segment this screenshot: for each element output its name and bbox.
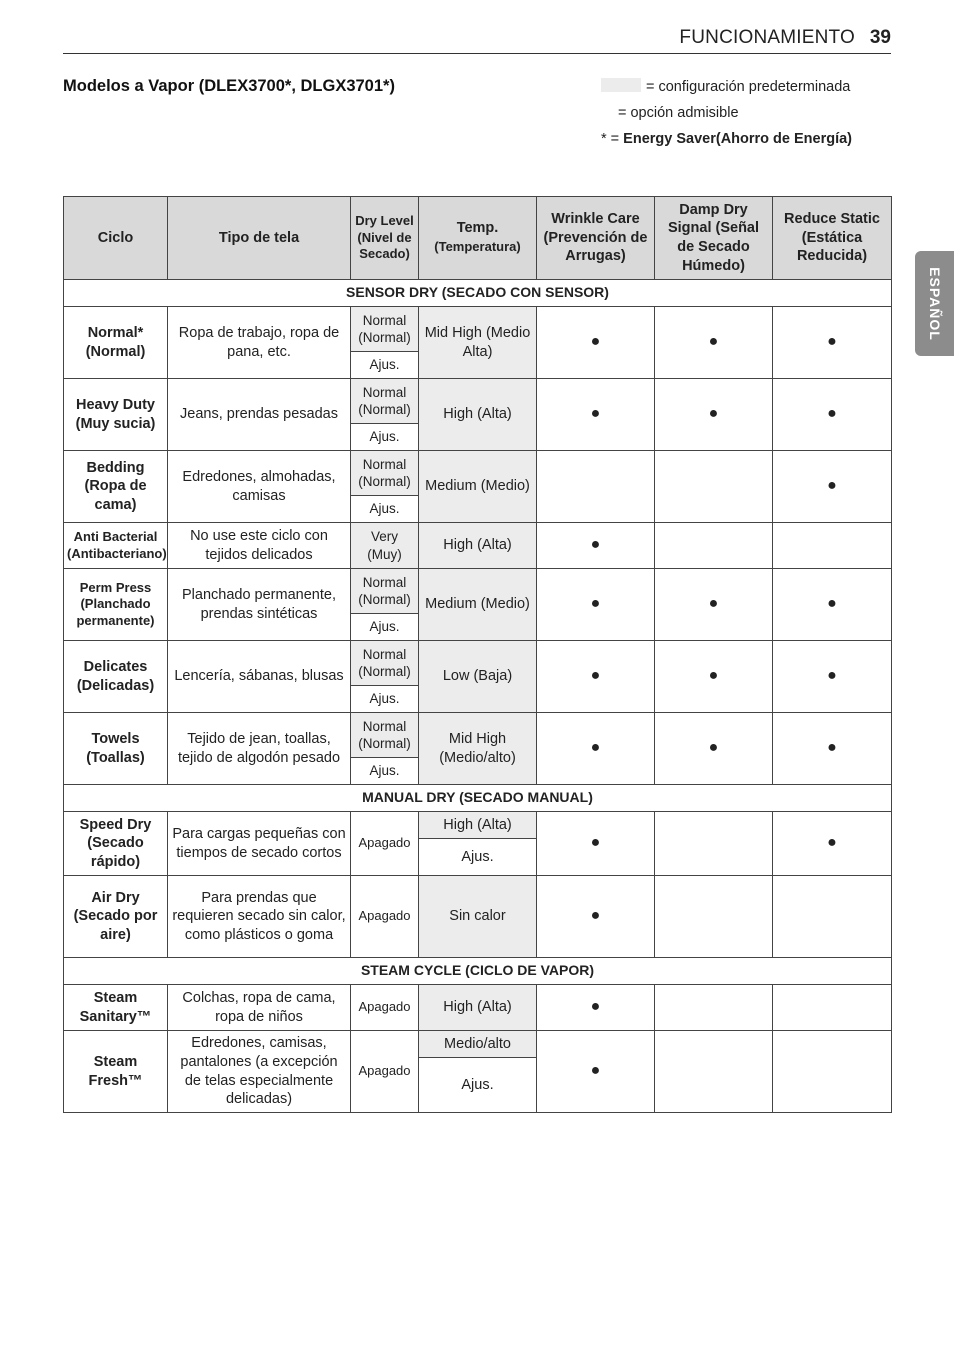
- language-tab: [915, 251, 954, 356]
- static-empty: [773, 1031, 892, 1113]
- col-temp-sub: (Temperatura): [434, 239, 521, 254]
- damp-mark: ●: [655, 713, 773, 785]
- damp-empty: [655, 876, 773, 958]
- damp-mark: ●: [655, 379, 773, 451]
- table-row: [64, 1031, 892, 1058]
- section-title: Modelos a Vapor (DLEX3700*, DLGX3701*): [63, 77, 395, 95]
- table-header-row: [64, 197, 892, 280]
- fabric-type: Para cargas pequeñas con tiempos de secado cortos: [168, 812, 351, 876]
- page-header: [63, 24, 891, 54]
- cycle-name: Towels (Toallas): [64, 713, 168, 785]
- fabric-type: Para prendas que requieren secado sin calor, como plásticos o goma: [168, 876, 351, 958]
- table-row: [64, 812, 892, 839]
- static-mark: ●: [773, 569, 892, 641]
- wrinkle-mark: ●: [537, 1031, 655, 1113]
- wrinkle-mark: ●: [537, 307, 655, 379]
- wrinkle-empty: [537, 451, 655, 523]
- fabric-type: Lencería, sábanas, blusas: [168, 641, 351, 713]
- dry-level-value: Apagado: [351, 876, 419, 958]
- table-row: [64, 523, 892, 569]
- wrinkle-mark: ●: [537, 985, 655, 1031]
- section-manual: MANUAL DRY (SECADO MANUAL): [64, 785, 892, 812]
- wrinkle-mark: ●: [537, 569, 655, 641]
- dry-level-default: Normal (Normal): [351, 713, 419, 758]
- dry-level-default: Normal (Normal): [351, 641, 419, 686]
- static-mark: ●: [773, 812, 892, 876]
- table-row: [64, 876, 892, 958]
- cycle-name: Normal* (Normal): [64, 307, 168, 379]
- dry-level-value: Apagado: [351, 985, 419, 1031]
- legend-allowed: [618, 105, 739, 121]
- cycle-name: Steam Fresh™: [64, 1031, 168, 1113]
- fabric-type: Ropa de trabajo, ropa de pana, etc.: [168, 307, 351, 379]
- wrinkle-mark: ●: [537, 641, 655, 713]
- damp-empty: [655, 451, 773, 523]
- col-damp: Damp Dry Signal (Señal de Secado Húmedo): [655, 197, 773, 280]
- damp-empty: [655, 812, 773, 876]
- temp-value: High (Alta): [419, 985, 537, 1031]
- cycle-name: Bedding (Ropa de cama): [64, 451, 168, 523]
- damp-mark: ●: [655, 307, 773, 379]
- col-temp-label: Temp.: [456, 220, 499, 237]
- dry-level-default: Normal (Normal): [351, 569, 419, 614]
- static-mark: ●: [773, 451, 892, 523]
- dry-level-value: Apagado: [351, 812, 419, 876]
- cycle-name: Steam Sanitary™: [64, 985, 168, 1031]
- dry-level-default: Normal (Normal): [351, 451, 419, 496]
- col-dry-level-label: Dry Level: [355, 213, 414, 229]
- damp-empty: [655, 1031, 773, 1113]
- fabric-type: Jeans, prendas pesadas: [168, 379, 351, 451]
- dry-level-adjust: Ajus.: [351, 614, 419, 641]
- dry-level-adjust: Ajus.: [351, 758, 419, 785]
- damp-mark: ●: [655, 641, 773, 713]
- cycle-name: Anti Bacterial (Antibacteriano): [64, 523, 168, 569]
- temp-value: Mid High (Medio/alto): [419, 713, 537, 785]
- cycle-name: Delicates (Delicadas): [64, 641, 168, 713]
- wrinkle-mark: ●: [537, 379, 655, 451]
- fabric-type: Planchado permanente, prendas sintéticas: [168, 569, 351, 641]
- dry-level-value: Apagado: [351, 1031, 419, 1113]
- temp-default: Medio/alto: [419, 1031, 537, 1058]
- fabric-type: Edredones, camisas, pantalones (a excepción de telas especialmente delicadas): [168, 1031, 351, 1113]
- legend-default: [601, 78, 850, 95]
- table-row: [64, 569, 892, 614]
- temp-default: High (Alta): [419, 812, 537, 839]
- table-row: [64, 379, 892, 424]
- default-swatch: [601, 78, 641, 92]
- temp-value: Medium (Medio): [419, 569, 537, 641]
- temp-value: Mid High (Medio Alta): [419, 307, 537, 379]
- temp-value: Sin calor: [419, 876, 537, 958]
- col-static: Reduce Static (Estática Reducida): [773, 197, 892, 280]
- cycle-name: Heavy Duty (Muy sucia): [64, 379, 168, 451]
- dry-level-adjust: Ajus.: [351, 496, 419, 523]
- col-dry-level: [351, 197, 419, 280]
- temp-value: High (Alta): [419, 523, 537, 569]
- section-row: [64, 785, 892, 812]
- static-mark: ●: [773, 713, 892, 785]
- wrinkle-mark: ●: [537, 812, 655, 876]
- wrinkle-mark: ●: [537, 876, 655, 958]
- section-steam: STEAM CYCLE (CICLO DE VAPOR): [64, 958, 892, 985]
- static-empty: [773, 876, 892, 958]
- cycle-table: [63, 196, 892, 1113]
- damp-empty: [655, 985, 773, 1031]
- dry-level-adjust: Ajus.: [351, 352, 419, 379]
- table-row: [64, 713, 892, 758]
- col-dry-level-sub: (Nivel de Secado): [357, 229, 412, 262]
- table-row: [64, 307, 892, 352]
- section-sensor: SENSOR DRY (SECADO CON SENSOR): [64, 280, 892, 307]
- table-row: [64, 641, 892, 686]
- temp-adjust: Ajus.: [419, 839, 537, 876]
- section-row: [64, 958, 892, 985]
- legend-default-text: = configuración predeterminada: [646, 79, 851, 95]
- dry-level-default: Normal (Normal): [351, 379, 419, 424]
- legend-allowed-text: = opción admisible: [618, 105, 739, 121]
- header-section-title: FUNCIONAMIENTO: [679, 27, 855, 48]
- table-row: [64, 451, 892, 496]
- damp-mark: ●: [655, 569, 773, 641]
- dry-level-default: Very (Muy): [351, 523, 419, 569]
- fabric-type: Edredones, almohadas, camisas: [168, 451, 351, 523]
- cycle-name: Speed Dry (Secado rápido): [64, 812, 168, 876]
- col-tipo: Tipo de tela: [168, 197, 351, 280]
- static-empty: [773, 523, 892, 569]
- static-mark: ●: [773, 641, 892, 713]
- fabric-type: No use este ciclo con tejidos delicados: [168, 523, 351, 569]
- dry-level-adjust: Ajus.: [351, 686, 419, 713]
- language-tab-label: ESPAÑOL: [926, 266, 943, 341]
- static-mark: ●: [773, 307, 892, 379]
- temp-adjust: Ajus.: [419, 1058, 537, 1113]
- temp-value: Low (Baja): [419, 641, 537, 713]
- temp-value: Medium (Medio): [419, 451, 537, 523]
- wrinkle-mark: ●: [537, 713, 655, 785]
- fabric-type: Colchas, ropa de cama, ropa de niños: [168, 985, 351, 1031]
- legend-saver: [601, 131, 852, 147]
- wrinkle-mark: ●: [537, 523, 655, 569]
- fabric-type: Tejido de jean, toallas, tejido de algodón pesado: [168, 713, 351, 785]
- table-row: [64, 985, 892, 1031]
- page-number: 39: [869, 27, 891, 48]
- col-temp: [419, 197, 537, 280]
- dry-level-default: Normal (Normal): [351, 307, 419, 352]
- legend-saver-prefix: * =: [601, 131, 620, 147]
- damp-empty: [655, 523, 773, 569]
- dry-level-adjust: Ajus.: [351, 424, 419, 451]
- cycle-name: Air Dry (Secado por aire): [64, 876, 168, 958]
- cycle-name: Perm Press (Planchado permanente): [64, 569, 168, 641]
- temp-value: High (Alta): [419, 379, 537, 451]
- section-row: [64, 280, 892, 307]
- static-empty: [773, 985, 892, 1031]
- legend-saver-text: Energy Saver(Ahorro de Energía): [623, 131, 853, 147]
- col-wrinkle: Wrinkle Care (Prevención de Arrugas): [537, 197, 655, 280]
- static-mark: ●: [773, 379, 892, 451]
- col-ciclo: Ciclo: [64, 197, 168, 280]
